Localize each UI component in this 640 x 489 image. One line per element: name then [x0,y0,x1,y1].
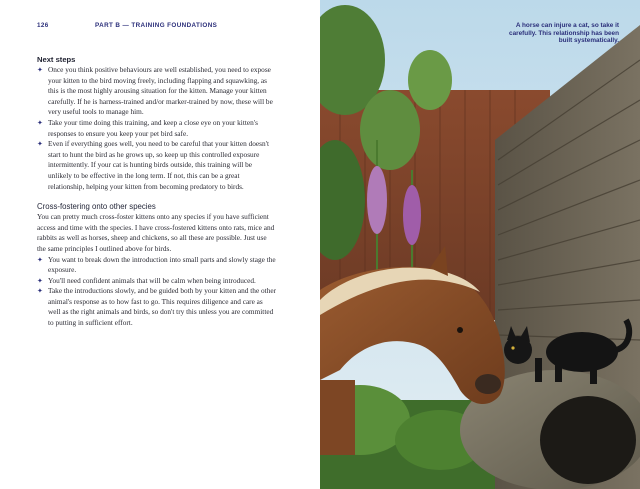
body-text [37,54,277,329]
heading-next-steps: Next steps [37,55,76,64]
list-item [37,276,277,287]
section-title: PART B — TRAINING FOUNDATIONS [95,22,218,29]
cross-fostering-list [37,255,277,329]
list-item-text: You want to break down the introduction into small parts and slowly stage the exposure. [48,254,276,275]
list-item-text: Even if everything goes well, you need to be careful that your kitten doesn't start to hunt the bird as he grows up, so keep up this controlled exposure intermittently. If your cat is hunting birds outside, this training will be unlikely to be effective in the long term. If not, this can be a great relationship, helping your kitten from becoming predatory to birds. [48,139,269,191]
list-item-text: You'll need confident animals that will be calm when being introduced. [48,275,256,285]
star-bullet-icon: ✦ [37,66,43,74]
list-item [37,286,277,328]
photo-illustration [320,0,640,489]
list-item [37,65,277,118]
list-item-text: Take the introductions slowly, and be guided both by your kitten and the other animal's response as to how fast to go. This requires diligence and care as well as the right animals and birds, so don't try this unless you are committed to putting in sufficient effort. [48,286,277,328]
page-number: 126 [37,22,49,29]
photo-caption: A horse can injure a cat, so take it carefully. This relationship has been built systematically. [509,22,619,45]
star-bullet-icon: ✦ [37,255,43,264]
horse-and-cat-photo [320,0,640,489]
list-item [37,255,277,276]
list-item [37,139,277,192]
cross-fostering-intro: You can pretty much cross-foster kittens onto any species if you have sufficient access and time with the species. I have cross-fostered kittens onto rats, mice and rabbits as well as horses, sheep and chickens, so all these are possible. Just use the same principles I outlined above for birds. [37,212,275,253]
heading-cross-fostering: Cross-fostering onto other species [37,202,156,212]
star-bullet-icon: ✦ [37,140,43,149]
next-steps-list [37,65,277,192]
running-head [37,22,287,34]
list-item-text: Take your time doing this training, and keep a close eye on your kitten's responses to ensure you keep your pet bird safe. [48,117,258,138]
star-bullet-icon: ✦ [37,118,43,127]
list-item [37,118,277,139]
star-bullet-icon: ✦ [37,276,43,285]
list-item-text: Once you think positive behaviours are well established, you need to expose your kitten to the bird moving freely, including flapping and squawking, as this is the most highly arousing situation for the kitten. Manage your kitten carefully. If he is harness-trained and/or marker-trained by now, these will be very useful tools to manage him. [48,65,273,117]
star-bullet-icon: ✦ [37,287,43,296]
